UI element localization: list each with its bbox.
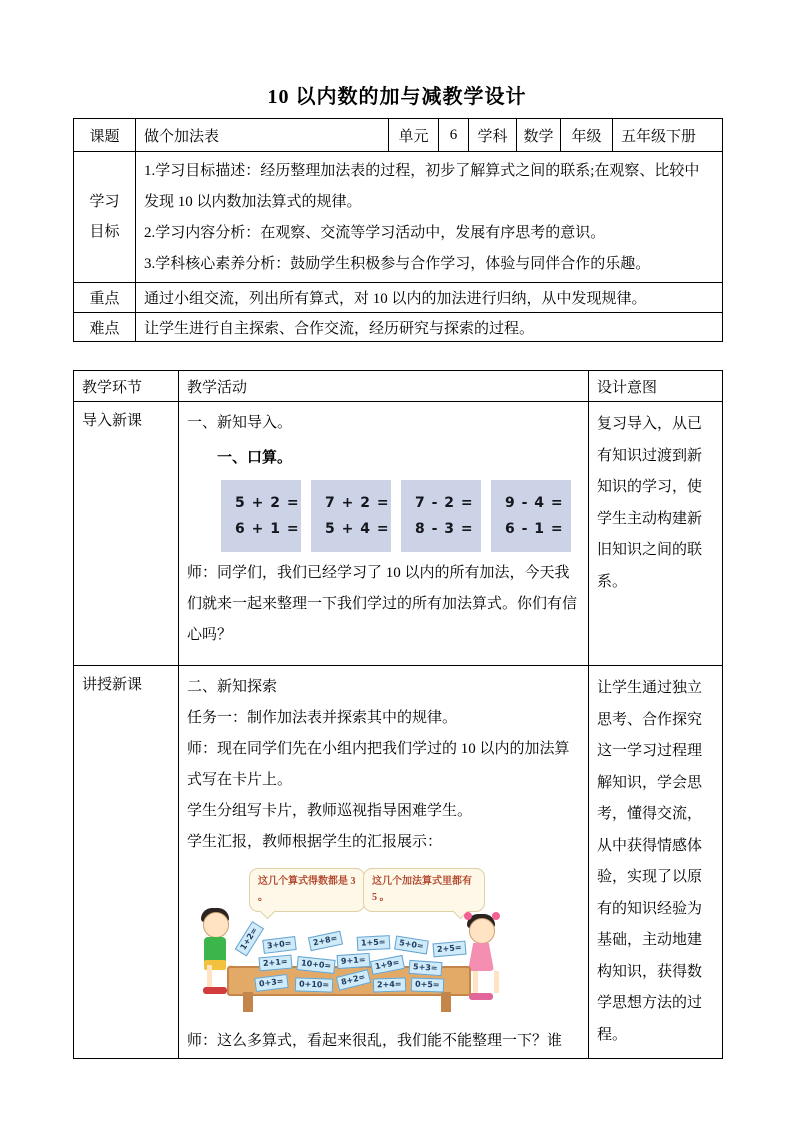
equation-card: 8+2= — [336, 969, 371, 990]
intro-teacher-line: 师：同学们，我们已经学习了 10 以内的所有加法，今天我们就来一起来整理一下我们学过的所有加法算式。你们有信心吗？ — [187, 565, 578, 643]
boy-face — [203, 912, 229, 938]
girl-shoes — [469, 993, 493, 1000]
oral-box — [311, 480, 391, 552]
lesson-row-intro — [74, 402, 723, 666]
lesson-table — [73, 370, 723, 1059]
topic-value: 做个加法表 — [136, 119, 389, 152]
teach-paragraph: 二、新知探索 — [187, 679, 278, 695]
table-leg — [441, 992, 451, 1012]
girl-legs — [473, 971, 499, 993]
oral-box — [401, 480, 481, 552]
goal-item: 2.学习内容分析：在观察、交流等学习活动中，发展有序思考的意识。 — [144, 225, 606, 241]
unit-value: 6 — [439, 119, 469, 152]
equation-card: 5+0= — [394, 936, 428, 955]
equation-card: 0+3= — [254, 974, 288, 992]
equation: 5 + 2 = — [235, 495, 300, 511]
cards-illustration — [197, 866, 502, 1018]
intro-paragraph: 一、新知导入。 — [187, 415, 293, 431]
goal-item: 3.学科核心素养分析：鼓励学生积极参与合作学习，体验与同伴合作的乐趣。 — [144, 256, 651, 272]
girl-face — [469, 918, 495, 944]
lesson-row-teach — [74, 666, 723, 1059]
oral-calc-boxes — [221, 480, 580, 552]
difficulty-label: 难点 — [74, 313, 136, 342]
oral-calc-title: 一、口算。 — [217, 448, 293, 466]
equation: 7 + 2 = — [325, 495, 390, 511]
stage-teach: 讲授新课 — [74, 666, 179, 1059]
info-row-difficulty — [74, 313, 723, 342]
stage-intro: 导入新课 — [74, 402, 179, 666]
equation: 7 - 2 = — [415, 495, 474, 511]
intent-intro: 复习导入，从已有知识过渡到新知识的学习，使学生主动构建新旧知识之间的联系。 — [589, 402, 723, 666]
unit-label: 单元 — [389, 119, 439, 152]
activity-intro-cell — [179, 402, 589, 666]
goals-cell — [136, 152, 723, 283]
speech-bubble: 这几个加法算式里都有 5 。 — [363, 868, 485, 912]
header-stage: 教学环节 — [74, 371, 179, 402]
teach-paragraph: 学生汇报，教师根据学生的汇报展示： — [187, 834, 443, 850]
equation-card: 1+9= — [370, 955, 405, 975]
info-row-key — [74, 283, 723, 313]
oral-box — [491, 480, 571, 552]
activity-teach-cell — [179, 666, 589, 1059]
info-row-topic — [74, 119, 723, 152]
equation-card: 2+5= — [432, 941, 466, 958]
grade-value: 五年级下册 — [613, 119, 723, 152]
table-leg — [243, 992, 253, 1012]
key-label: 重点 — [74, 283, 136, 313]
equation-card: 2+4= — [373, 977, 406, 992]
info-row-goals — [74, 152, 723, 283]
equation-card: 0+10= — [295, 977, 334, 992]
equation-card: 1+2= — [235, 921, 264, 956]
equation: 6 + 1 = — [235, 521, 300, 537]
goal-item: 1.学习目标描述：经历整理加法表的过程，初步了解算式之间的联系;在观察、比较中发现 10 以内数加法算式的规律。 — [144, 163, 700, 210]
hair-bow — [492, 912, 500, 920]
hair-bow — [464, 912, 472, 920]
equation-card: 0+5= — [411, 977, 444, 992]
equation: 5 + 4 = — [325, 521, 390, 537]
equation-card: 1+5= — [357, 935, 390, 951]
goals-label: 学习目标 — [74, 152, 136, 283]
equation: 8 - 3 = — [415, 521, 474, 537]
equation-card: 10+0= — [296, 956, 335, 974]
subject-label: 学科 — [469, 119, 517, 152]
equation: 9 - 4 = — [505, 495, 564, 511]
equation: 6 - 1 = — [505, 521, 564, 537]
boy-shoes — [203, 987, 227, 994]
equation-card: 9+1= — [337, 953, 370, 969]
equation-card: 5+3= — [409, 960, 442, 976]
teach-closing-line: 师：这么多算式，看起来很乱，我们能不能整理一下？谁 — [187, 1033, 563, 1049]
teach-paragraph: 学生分组写卡片，教师巡视指导困难学生。 — [187, 803, 473, 819]
key-value: 通过小组交流，列出所有算式，对 10 以内的加法进行归纳，从中发现规律。 — [136, 283, 723, 313]
lesson-header-row — [74, 371, 723, 402]
topic-label: 课题 — [74, 119, 136, 152]
equation-card: 3+0= — [262, 936, 296, 954]
equation-card: 2+8= — [308, 931, 343, 951]
equation-card: 2+1= — [258, 955, 292, 972]
grade-label: 年级 — [561, 119, 613, 152]
difficulty-value: 让学生进行自主探索、合作交流，经历研究与探索的过程。 — [136, 313, 723, 342]
subject-value: 数学 — [517, 119, 561, 152]
speech-bubble: 这几个算式得数都是 3 。 — [249, 868, 365, 912]
header-intent: 设计意图 — [589, 371, 723, 402]
page-title: 10 以内数的加与减教学设计 — [267, 86, 527, 108]
oral-box — [221, 480, 301, 552]
intent-teach: 让学生通过独立思考、合作探究这一学习过程理解知识，学会思考，懂得交流，从中获得情感体验，实现了以原有的知识经验为基础，主动地建构知识，获得数学思想方法的过程。 — [589, 666, 723, 1059]
info-table — [73, 118, 723, 342]
header-activity: 教学活动 — [179, 371, 589, 402]
girl-dress — [468, 943, 494, 971]
teach-paragraph: 师：现在同学们先在小组内把我们学过的 10 以内的加法算式写在卡片上。 — [187, 741, 570, 788]
teach-paragraph: 任务一：制作加法表并探索其中的规律。 — [187, 710, 458, 726]
